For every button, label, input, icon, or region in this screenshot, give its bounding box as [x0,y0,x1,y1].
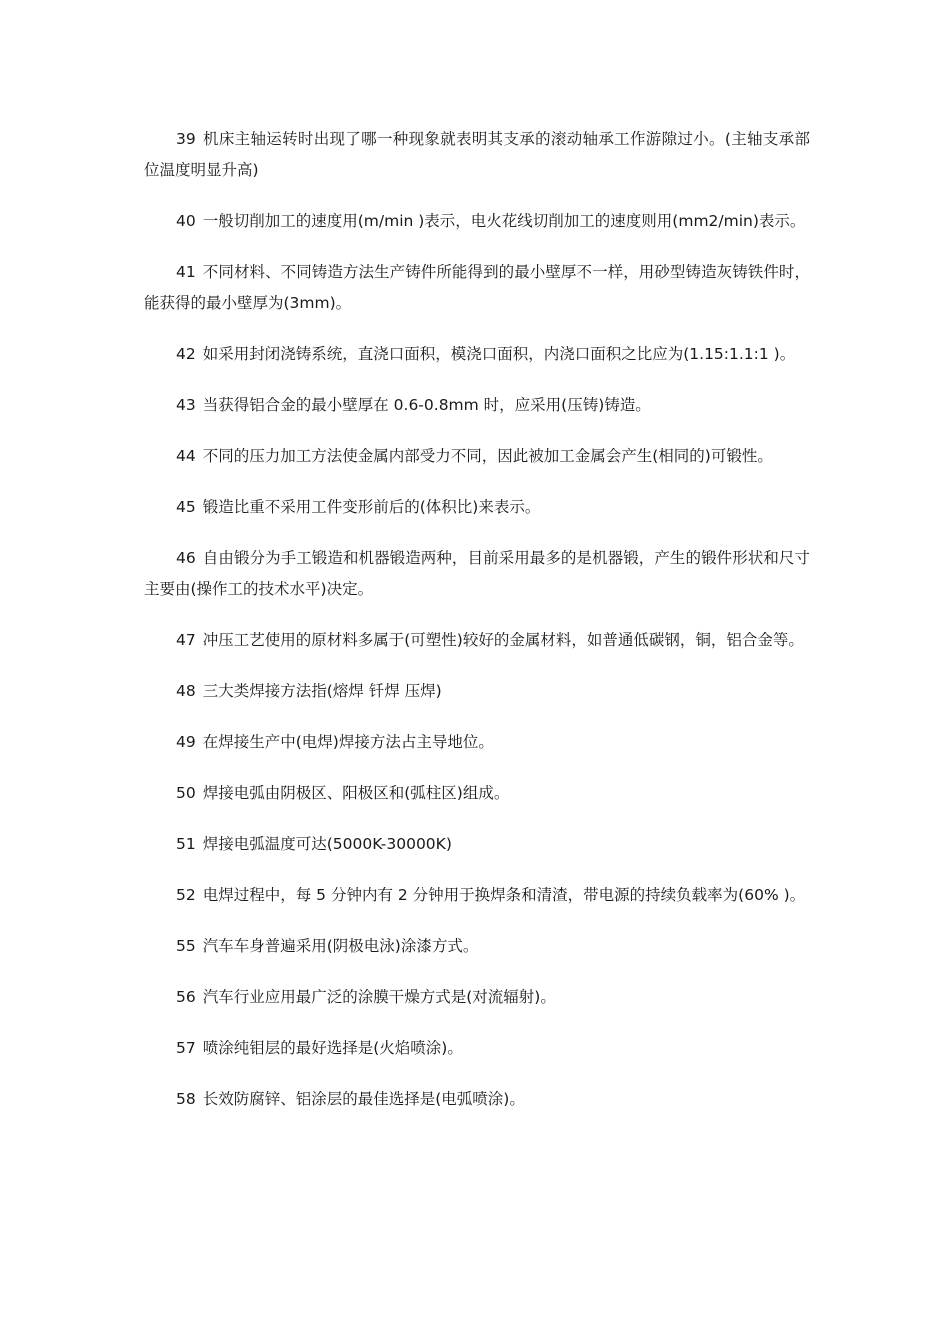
question-text: 冲压工艺使用的原材料多属于(可塑性)较好的金属材料，如普通低碳钢，铜，铝合金等。 [202,631,804,649]
question-item-52 [144,880,810,911]
question-item-56 [144,982,810,1013]
question-item-41 [144,257,810,319]
question-text: 不同材料、不同铸造方法生产铸件所能得到的最小壁厚不一样，用砂型铸造灰铸铁件时，能获得的最小壁厚为(3mm)。 [144,263,810,312]
question-text: 如采用封闭浇铸系统，直浇口面积，模浇口面积，内浇口面积之比应为(1.15:1.1:1 )。 [202,345,796,363]
question-number: 45 [176,498,196,516]
question-item-40 [144,206,810,237]
question-item-58 [144,1084,810,1115]
question-text: 汽车车身普遍采用(阴极电泳)涂漆方式。 [202,937,479,955]
question-item-48 [144,676,810,707]
question-number: 46 [176,549,196,567]
question-number: 56 [176,988,196,1006]
question-text: 锻造比重不采用工件变形前后的(体积比)来表示。 [202,498,541,516]
question-text: 一般切削加工的速度用(m/min )表示，电火花线切削加工的速度则用(mm2/min)表示。 [202,212,806,230]
question-item-46 [144,543,810,605]
document-body [144,124,810,1135]
question-item-55 [144,931,810,962]
question-text: 机床主轴运转时出现了哪一种现象就表明其支承的滚动轴承工作游隙过小。(主轴支承部位温度明显升高) [144,130,810,179]
question-number: 42 [176,345,196,363]
question-item-39 [144,124,810,186]
question-text: 汽车行业应用最广泛的涂膜干燥方式是(对流辐射)。 [202,988,556,1006]
question-number: 52 [176,886,196,904]
question-item-43 [144,390,810,421]
question-item-50 [144,778,810,809]
question-text: 焊接电弧由阴极区、阳极区和(弧柱区)组成。 [202,784,510,802]
question-number: 41 [176,263,196,281]
question-number: 39 [176,130,196,148]
question-item-57 [144,1033,810,1064]
question-item-47 [144,625,810,656]
question-text: 自由锻分为手工锻造和机器锻造两种，目前采用最多的是机器锻，产生的锻件形状和尺寸主要由(操作工的技术水平)决定。 [144,549,810,598]
question-text: 长效防腐锌、铝涂层的最佳选择是(电弧喷涂)。 [202,1090,525,1108]
question-text: 不同的压力加工方法使金属内部受力不同，因此被加工金属会产生(相同的)可锻性。 [202,447,773,465]
question-text: 喷涂纯钼层的最好选择是(火焰喷涂)。 [202,1039,463,1057]
question-number: 48 [176,682,196,700]
question-item-49 [144,727,810,758]
question-number: 43 [176,396,196,414]
question-text: 焊接电弧温度可达(5000K-30000K) [202,835,452,853]
question-text: 电焊过程中，每 5 分钟内有 2 分钟用于换焊条和清渣，带电源的持续负载率为(60% )。 [202,886,806,904]
question-text: 当获得铝合金的最小壁厚在 0.6-0.8mm 时，应采用(压铸)铸造。 [202,396,651,414]
question-item-45 [144,492,810,523]
question-text: 在焊接生产中(电焊)焊接方法占主导地位。 [202,733,494,751]
question-number: 49 [176,733,196,751]
question-number: 51 [176,835,196,853]
question-number: 47 [176,631,196,649]
question-number: 44 [176,447,196,465]
question-number: 57 [176,1039,196,1057]
question-number: 40 [176,212,196,230]
question-item-42 [144,339,810,370]
question-number: 50 [176,784,196,802]
question-item-44 [144,441,810,472]
question-number: 55 [176,937,196,955]
question-item-51 [144,829,810,860]
question-number: 58 [176,1090,196,1108]
question-text: 三大类焊接方法指(熔焊 钎焊 压焊) [202,682,442,700]
